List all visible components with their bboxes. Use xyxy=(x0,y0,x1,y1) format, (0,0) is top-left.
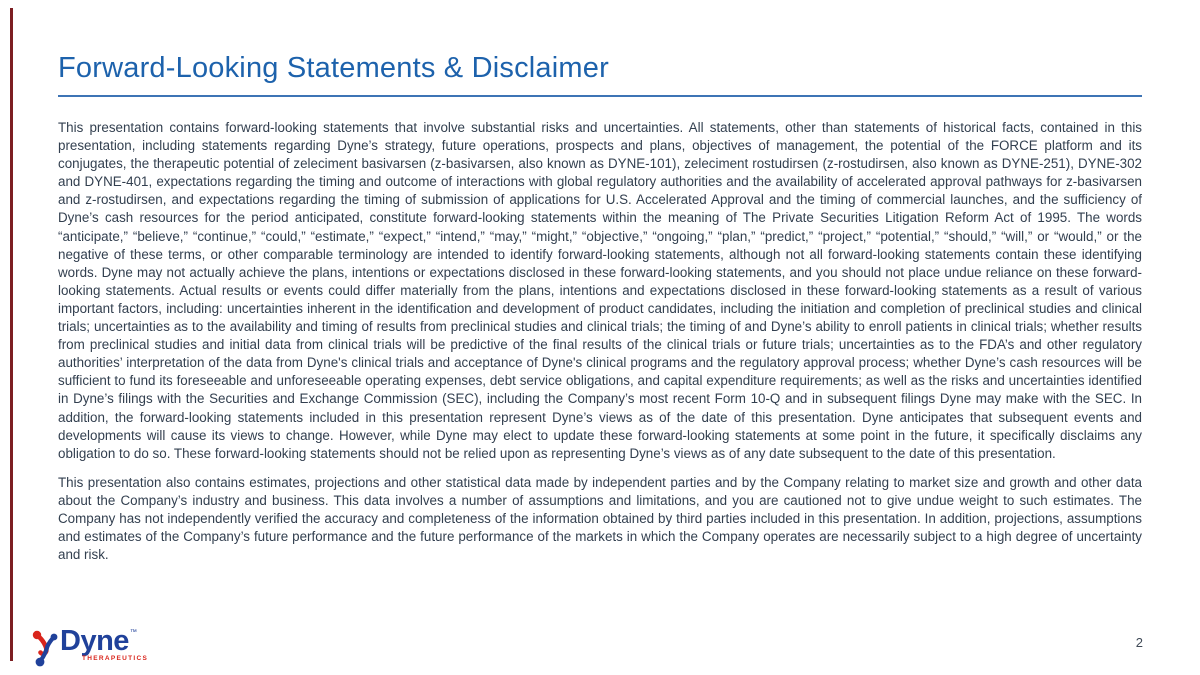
title-underline xyxy=(58,95,1142,97)
left-accent-bar xyxy=(10,8,13,661)
dyne-tagline: THERAPEUTICS xyxy=(82,655,149,662)
trademark-symbol: ™ xyxy=(129,629,137,636)
disclaimer-body xyxy=(58,119,1142,564)
dyne-logo xyxy=(32,627,148,668)
page-number: 2 xyxy=(1135,635,1143,650)
dyne-y-icon xyxy=(32,630,58,668)
disclaimer-paragraph-2: This presentation also contains estimates, projections and other statistical data made by independent parties and by the Company relating to market size and growth and other data about the Company’s industry and business. This data involves a number of assumptions and limitations, and you are cautioned not to give undue weight to such estimates. The Company has not independently verified the accuracy and completeness of the information obtained by third parties included in this presentation. In addition, projections, assumptions and estimates of the Company’s future performance and the future performance of the markets in which the Company operates are necessarily subject to a high degree of uncertainty and risk. xyxy=(58,474,1142,563)
page-title: Forward-Looking Statements & Disclaimer xyxy=(58,52,609,84)
dyne-logo-text xyxy=(60,627,148,662)
disclaimer-paragraph-1: This presentation contains forward-looking statements that involve substantial risks and uncertainties. All statements, other than statements of historical facts, contained in this presentation, including statements regarding Dyne’s strategy, future operations, prospects and plans, objectives of management, the potential of the FORCE platform and its conjugates, the therapeutic potential of zeleciment basivarsen (z-basivarsen, also known as DYNE-101), zeleciment rostudirsen (z-rostudirsen, also known as DYNE-251), DYNE-302 and DYNE-401, expectations regarding the timing and outcome of interactions with global regulatory authorities and the availability of accelerated approval pathways for z-basivarsen and z-rostudirsen, and expectations regarding the timing of submission of applications for U.S. Accelerated Approval and the timing of commercial launches, and the sufficiency of Dyne’s cash resources for the period anticipated, constitute forward-looking statements within the meaning of The Private Securities Litigation Reform Act of 1995. The words “anticipate,” “believe,” “continue,” “could,” “estimate,” “expect,” “intend,” “may,” “might,” “objective,” “ongoing,” “plan,” “predict,” “project,” “potential,” “should,” “will,” or “would,” or the negative of these terms, or other comparable terminology are intended to identify forward-looking statements, although not all forward-looking statements contain these identifying words. Dyne may not actually achieve the plans, intentions or expectations disclosed in these forward-looking statements, and you should not place undue reliance on these forward-looking statements. Actual results or events could differ materially from the plans, intentions and expectations disclosed in these forward-looking statements as a result of various important factors, including: uncertainties inherent in the identification and development of product candidates, including the initiation and completion of preclinical studies and clinical trials; uncertainties as to the availability and timing of results from preclinical studies and clinical trials; the timing of and Dyne’s ability to enroll patients in clinical trials; whether results from preclinical studies and initial data from clinical trials will be predictive of the final results of the clinical trials or future trials; uncertainties as to the FDA’s and other regulatory authorities’ interpretation of the data from Dyne's clinical trials and acceptance of Dyne's clinical programs and the regulatory approval process; whether Dyne’s cash resources will be sufficient to fund its foreseeable and unforeseeable operating expenses, debt service obligations, and capital expenditure requirements; as well as the risks and uncertainties identified in Dyne’s filings with the Securities and Exchange Commission (SEC), including the Company’s most recent Form 10-Q and in subsequent filings Dyne may make with the SEC. In addition, the forward-looking statements included in this presentation represent Dyne’s views as of the date of this presentation. Dyne anticipates that subsequent events and developments will cause its views to change. However, while Dyne may elect to update these forward-looking statements at some point in the future, it specifically disclaims any obligation to do so. These forward-looking statements should not be relied upon as representing Dyne’s views as of any date subsequent to the date of this presentation. xyxy=(58,120,1142,461)
dyne-wordmark: Dyne xyxy=(60,625,129,657)
